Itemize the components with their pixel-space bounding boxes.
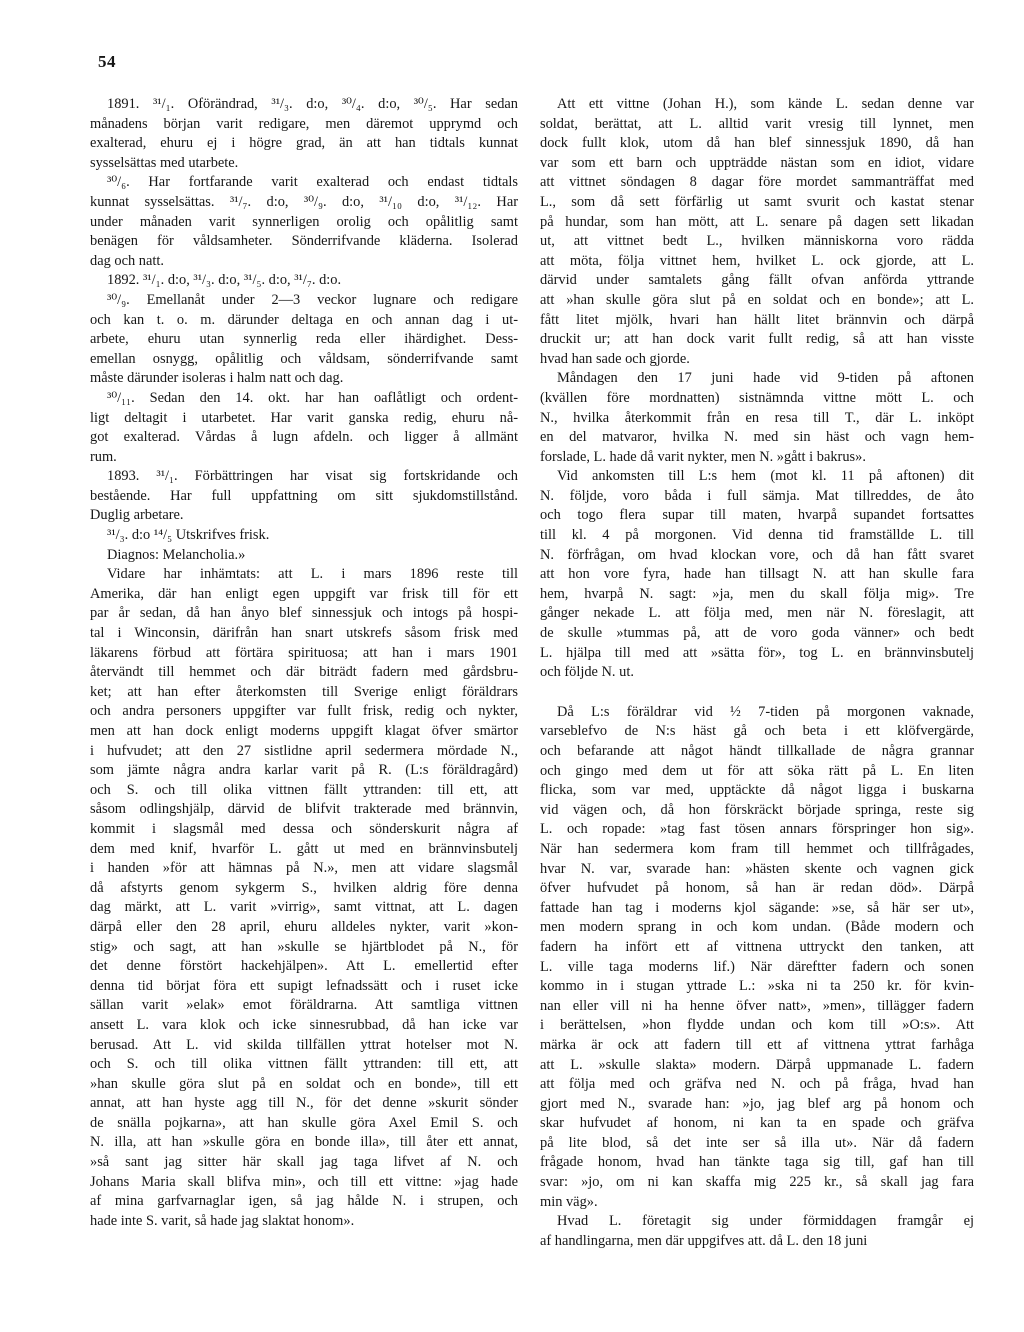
- text-line: var som ett barn och uppträdde nästan som en idiot, vidare: [540, 154, 974, 171]
- text-line: Amerika, där han enligt egen uppgift var frisk till för ett: [90, 585, 518, 602]
- text-line: sällan varit »elak» emot föräldrarna. Att samtliga vittnen: [90, 997, 518, 1014]
- text-line: varseblefvo de N:s häst gå och beta i ett klöfvergärde,: [540, 723, 974, 740]
- text-line: gjort med N., svarade han: »jo, jag blef arg på honom och: [540, 1095, 974, 1112]
- text-line: 1891. ³¹/₁. Oförändrad, ³¹/₃. d:o, ³⁰/₄. d:o, ³⁰/₅. Har sedan: [107, 96, 518, 112]
- text-line: rum.: [90, 448, 117, 465]
- text-line: i berättelsen, »hon flydde undan och kom till »O:s». Att: [540, 1017, 974, 1034]
- text-line: Diagnos: Melancholia.»: [107, 546, 246, 563]
- text-line: och befarande att något händt tillkallade de några grannar: [540, 743, 974, 759]
- text-line: hade inte S. varit, så hade jag slaktat honom».: [90, 1212, 355, 1229]
- text-line: såsom odlingshjälp, därvid de blifvit trakterade med brännvin,: [90, 801, 518, 818]
- text-line: dem med knif, hvarför L. gått ut med en brännvinsbutelj: [90, 840, 518, 857]
- paragraph: [540, 1212, 974, 1251]
- text-line: ansett L. vara klok och icke sinnesrubbad, då han icke var: [90, 1016, 518, 1033]
- text-line: »så sant jag sitter här skall jag taga lifvet af N. och: [90, 1154, 518, 1171]
- text-line: i handen »för att hämnas på N.», men att vidare slagsmål: [90, 860, 518, 877]
- paragraph-gap: [540, 683, 974, 703]
- text-line: men att han dock enligt moderns uppgift klagat öfver smärtor: [90, 723, 518, 739]
- text-line: denna tid börjat föra ett supigt lefnadssätt och i ruset icke: [90, 977, 518, 994]
- text-line: exalterad, ehuru ej i högre grad, än att han tidtals kunnat: [90, 135, 518, 152]
- text-line: att L. »skulle slakta» modern. Därpå uppmanade L. fadern: [540, 1056, 974, 1073]
- text-line: L. och ropade: »tag fast tösen annars förspringer hon sig».: [540, 821, 974, 838]
- text-line: och gingo med dem ut för att söka rätt på L. En liten: [540, 762, 974, 779]
- text-line: 1892. ³¹/₁. d:o, ³¹/₃. d:o, ³¹/₅. d:o, ³¹/₇. d:o.: [107, 272, 342, 289]
- text-line: och kan t. o. m. därunder deltaga en och annan dag i ut-: [90, 311, 518, 328]
- text-line: en del matvaror, hvilka N. med sin häst och vagn hem-: [540, 429, 974, 446]
- paragraph: [540, 467, 974, 683]
- text-line: L., som då sett förfärlig ut samt svurit och kastat stenar: [540, 193, 974, 210]
- text-line: par år sedan, då han ånyo blef sinnessjuk och intogs på hospi-: [90, 605, 518, 622]
- text-line: N. illa, att han »skulle göra en bonde illa», till åter ett annat,: [90, 1134, 518, 1151]
- page-number: 54: [98, 52, 116, 71]
- text-line: Då L:s föräldrar vid ½ 7-tiden på morgonen vaknade,: [557, 703, 974, 720]
- text-line: ³⁰/₉. Emellanåt under 2—3 veckor lugnare och redigare: [107, 291, 518, 308]
- text-line: att vittnet söndagen 8 dagar före mordet sammanträffat med: [540, 174, 974, 191]
- text-line: emellan osnygg, opålitlig och våldsam, sönderrifvande samt: [90, 350, 518, 367]
- text-line: stig» och sagt, att han »skulle se hjärtblodet på N., för: [90, 938, 518, 955]
- paragraph: [90, 546, 518, 566]
- text-line: märka är ock att fadern till ett af vittnena yttrat farhåga: [540, 1036, 974, 1053]
- paragraph: [90, 95, 518, 173]
- text-line: bestående. Har full uppfattning om sitt sjukdomstillstånd.: [90, 487, 518, 504]
- text-line: fått litet mjölk, hvari han hällt litet brännvin och därpå: [540, 311, 974, 328]
- text-line: fadern ha infört ett af vittnena uttryckt den tanken, att: [540, 938, 974, 955]
- text-line: N. förfrågan, om hvad klockan vore, och då han fått svaret: [540, 546, 974, 563]
- text-line: fattade han tag i moderns kjol sägande: »se, så här ser ut»,: [540, 899, 974, 916]
- text-line: gånger nekade L. att följa med, men när N. föreslagit, att: [540, 605, 974, 622]
- text-line: Johans Maria skall blifva min», och till ett vittne: »jag hade: [90, 1173, 518, 1190]
- text-line: Duglig arbetare.: [90, 507, 184, 524]
- text-line: och följde N. ut.: [540, 664, 634, 681]
- text-line: att möta, följa vittnet hem, hvilket L. ock gjorde, att L.: [540, 252, 974, 269]
- text-line: återvändt till hemmet och där biträdt fadern med gårdsbru-: [90, 664, 518, 681]
- text-line: månadens början varit redigare, men däremot upprymd och: [90, 115, 518, 132]
- text-line: i hufvudet; att den 27 sistlidne april sedermera mördade N.,: [90, 742, 518, 759]
- text-line: ³⁰/₆. Har fortfarande varit exalterad och endast tidtals: [107, 174, 518, 191]
- paragraph: [90, 565, 518, 1231]
- paragraph: [90, 291, 518, 389]
- text-line: att följa med och gräfva ned N. och på fråga, hvad han: [540, 1076, 974, 1093]
- text-line: annat, att han hyste agg till N., för det denne »skurit sönder: [90, 1095, 518, 1112]
- text-line: Hvad L. företagit sig under förmiddagen framgår ej: [557, 1213, 974, 1230]
- paragraph: [90, 271, 518, 291]
- text-line: därvid under samtalets gång fällt ofvan anförda yttrande: [540, 272, 974, 289]
- text-line: då afstyrts genom sykgerm S., hvilken aldrig före denna: [90, 879, 518, 896]
- paragraph: [90, 173, 518, 271]
- text-line: därpå eller den 28 april, ehuru alldeles nykter, varit »kon-: [90, 918, 518, 935]
- text-line: skar hufvudet af honom, ni kan ta en spade och gräfva: [540, 1115, 974, 1132]
- text-line: När han sedermera kom fram till hemmet och tillfrågades,: [540, 840, 974, 857]
- text-line: berusad. Att L. vid skilda tillfällen yttrat hotelser mot N.: [90, 1036, 518, 1053]
- text-line: benägen för våldsamheter. Sönderrifvande kläderna. Isolerad: [90, 233, 518, 250]
- text-line: Vid ankomsten till L:s hem (mot kl. 11 på aftonen) dit: [557, 468, 974, 485]
- text-line: ut, att vittnet bedt L., hvilken människorna voro rädda: [540, 233, 974, 250]
- text-line: svar: »jo, om ni kan skaffa mig 225 kr., så skall jag fara: [540, 1174, 974, 1191]
- text-line: vid vägen och, då hon förskräckt började springa, reste sig: [540, 801, 974, 818]
- text-line: sysselsättas med utarbete.: [90, 154, 239, 171]
- text-line: got exalterad. Vårdas å lugn afdeln. och ligger å allmänt: [90, 429, 518, 446]
- text-line: (kvällen före mordnatten) sistnämnda vittne mött L. och: [540, 389, 974, 406]
- text-line: Vidare har inhämtats: att L. i mars 1896 reste till: [107, 566, 518, 583]
- left-column: [90, 95, 518, 1231]
- text-line: kommit i slagsmål med dessa och sönderskurit några af: [90, 820, 518, 837]
- paragraph: [90, 526, 518, 546]
- text-line: »han skulle göra slut på en soldat och en bonde», till ett: [90, 1075, 518, 1092]
- paragraph: [540, 703, 974, 1212]
- text-line: af handlingarna, men där uppgifves att. då L. den 18 juni: [540, 1232, 868, 1249]
- paragraph: [90, 389, 518, 467]
- text-line: forslade, L. hade då varit nykter, men N. »gått i bakrus».: [540, 448, 866, 465]
- text-line: L. hjälpa till med att »sätta för», tog L. en brännvinsbutelj: [540, 644, 974, 661]
- text-line: till kl. 4 på morgonen. Vid denna tid framställde L. till: [540, 527, 974, 544]
- text-line: N., hvilka återkommit från en resa till T., där L. inköpt: [540, 409, 974, 426]
- text-line: och S. och till olika vittnen fällt yttranden: till ett, att: [90, 1056, 518, 1073]
- text-line: kommo in i stugan yttrade L.: »ska ni ta 250 kr. för kvin-: [540, 978, 974, 995]
- text-line: att »han skulle göra slut på en soldat och en bonde»; att L.: [540, 291, 974, 308]
- text-line: soldat, berättat, att L. alltid varit vresig till lynnet, men: [540, 115, 974, 132]
- text-line: läkarens förbud att förtära spirituosa; att han i mars 1901: [90, 644, 518, 661]
- text-line: arbete, ehuru utan synnerlig reda eller ihärdighet. Dess-: [90, 331, 518, 348]
- text-line: hvar N. var, svarade han: »hästen skente och vagnen gick: [540, 860, 974, 877]
- text-line: Att ett vittne (Johan H.), som kände L. sedan denne var: [557, 96, 974, 112]
- text-line: de snälla pojkarna», att han skulle göra Axel Emil S. och: [90, 1114, 518, 1131]
- text-line: druckit ur; att han dock varit fullt redig, så att han visste: [540, 331, 974, 348]
- text-line: måste därunder isoleras i halm natt och dag.: [90, 370, 344, 387]
- text-line: Måndagen den 17 juni hade vid 9-tiden på aftonen: [557, 370, 974, 387]
- text-line: ³¹/₃. d:o ¹⁴/₅ Utskrifves frisk.: [107, 527, 270, 544]
- text-line: N. följde, voro båda i full sämja. Mat tillreddes, de åto: [540, 487, 974, 504]
- text-line: 1893. ³¹/₁. Förbättringen har visat sig fortskridande och: [107, 468, 518, 485]
- text-line: och S. och till olika vittnen fällt yttranden: till ett, att: [90, 781, 518, 798]
- text-line: min väg».: [540, 1193, 598, 1210]
- text-line: att hon vore fyra, hade han tillsagt N. att han skulle fara: [540, 566, 974, 583]
- text-line: nan eller vill ni ha henne öfver natt», »men», tillägger fadern: [540, 997, 974, 1014]
- text-line: men modern sprang in och kom undan. (Både modern och: [540, 919, 974, 936]
- paragraph: [90, 467, 518, 526]
- text-line: det denne förstört hackehjälpen». Att L. emellertid efter: [90, 958, 518, 975]
- paragraph: [540, 95, 974, 369]
- text-line: tal i Winconsin, därifrån han snart utskrefs såsom frisk med: [90, 625, 518, 642]
- text-line: af mina garfvarnaglar igen, så jag hålde N. i strupen, och: [90, 1193, 518, 1210]
- paragraph: [540, 369, 974, 467]
- text-line: frågade honom, hvad han tänkte taga sig till, gaf han till: [540, 1154, 974, 1171]
- text-line: ³⁰/₁₁. Sedan den 14. okt. har han oaflåtligt och ordent-: [107, 389, 518, 406]
- text-line: hem, hvarpå N. sagt: »ja, men du skall följa mig». Tre: [540, 585, 974, 602]
- text-line: de skulle »tummas på, att de voro goda vänner» och bedt: [540, 625, 974, 642]
- text-line: dock fullt klok, utom då han blef sinnessjuk 1890, då han: [540, 135, 974, 152]
- text-line: på hundar, som han mött, att L. senare på dagen sett likadan: [540, 213, 974, 230]
- text-line: på lite blod, så det inte ser så illa ut». När då fadern: [540, 1134, 974, 1151]
- text-line: ligt deltagit i utarbetet. Har varit ganska redig, ehuru nå-: [90, 409, 518, 426]
- text-line: dag märkt, att L. varit »virrig», samt vittnat, att L. dagen: [90, 899, 518, 916]
- text-line: under månaden varit synnerligen orolig och opålitlig samt: [90, 213, 518, 230]
- text-line: kunnat sysselsättas. ³¹/₇. d:o, ³⁰/₉. d:o, ³¹/₁₀ d:o, ³¹/₁₂. Har: [90, 193, 518, 210]
- text-line: ket; att han efter återkomsten till Sverige enligt föräldrars: [90, 683, 518, 700]
- text-line: öfver hufvudet på honom, så han är redan död». Därpå: [540, 880, 974, 897]
- text-line: som jämte några andra karlar varit på R. (L:s föräldragård): [90, 762, 518, 779]
- text-line: L. ville taga moderns lif.) När däreftter fadern och sonen: [540, 958, 974, 975]
- text-line: flicka, som var med, upptäckte då något ligga i buskarna: [540, 782, 974, 799]
- text-line: och togo flera supar till maten, hvarpå supandet fortsattes: [540, 507, 974, 524]
- text-line: dag och natt.: [90, 252, 164, 269]
- right-column: [540, 95, 974, 1251]
- text-line: hvad han sade och gjorde.: [540, 350, 690, 367]
- text-line: och andra personers uppgifter var fullt frisk, redig och nykter,: [90, 703, 518, 720]
